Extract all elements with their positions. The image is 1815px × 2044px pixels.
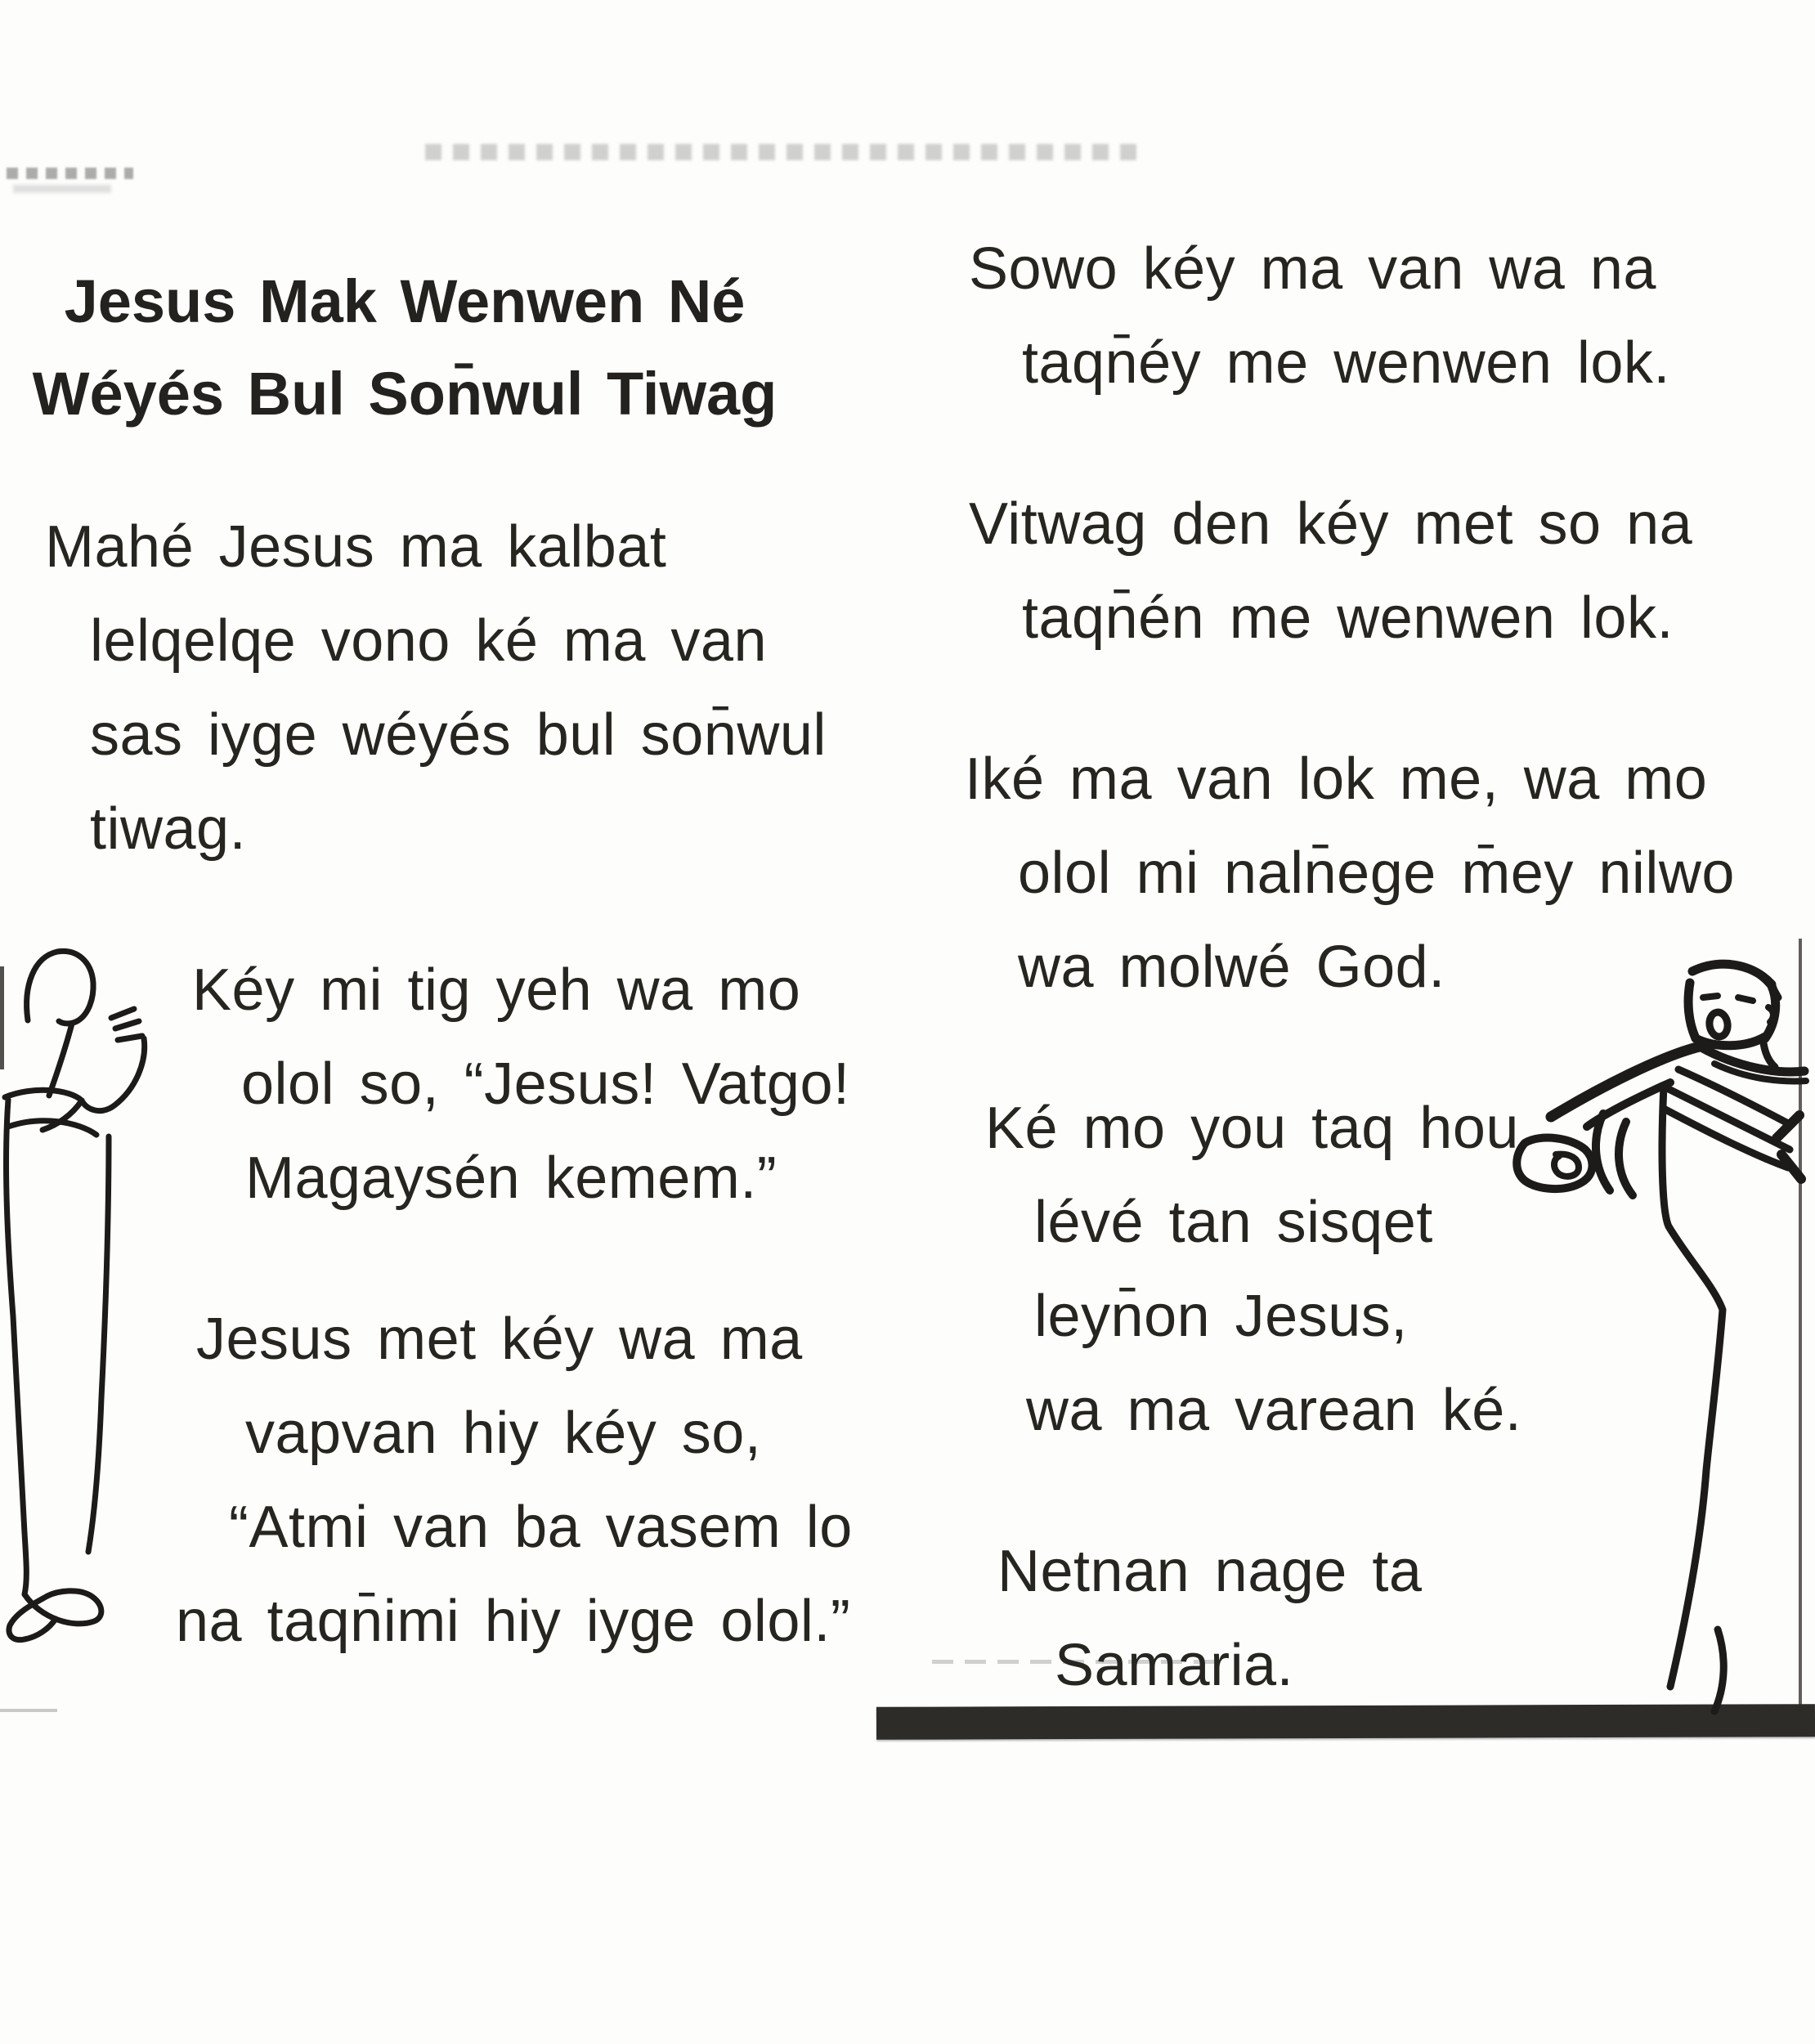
text-line: wa ma varean ké.: [1026, 1378, 1522, 1443]
text-line: taqn̄éy me wenwen lok.: [1022, 330, 1670, 396]
text-line: leyn̄on Jesus,: [1034, 1284, 1408, 1349]
text-line: lévé tan sisqet: [1034, 1190, 1433, 1255]
text-line: olol so, “Jesus! Vatgo!: [241, 1051, 850, 1117]
paragraph: [940, 477, 1815, 666]
text-line: na taqn̄imi hiy iyge olol.”: [176, 1589, 851, 1654]
text-line: “Atmi van ba vasem lo: [229, 1495, 853, 1560]
left-text-column: [29, 500, 928, 1736]
scan-smudge: [13, 185, 111, 193]
text-line: lelqelqe vono ké ma van: [90, 608, 767, 674]
text-line: Kéy mi tig yeh wa mo: [192, 957, 801, 1023]
text-line: Netnan nage ta: [997, 1539, 1423, 1604]
page-title: [25, 255, 785, 440]
text-line: Ké mo you taq hou: [985, 1096, 1519, 1161]
title-line: Jesus Mak Wenwen Né: [64, 267, 746, 335]
text-line: sas iyge wéyés bul son̄wul: [90, 702, 827, 768]
text-line: Sowo kéy ma van wa na: [969, 236, 1656, 302]
text-line: vapvan hiy kéy so,: [245, 1401, 762, 1466]
calling-figure-illustration: [1508, 947, 1813, 1715]
paragraph: [940, 222, 1815, 410]
text-line: Samaria.: [1055, 1633, 1294, 1698]
text-line: wa molwé God.: [1018, 935, 1445, 1000]
text-line: Iké ma van lok me, wa mo: [965, 746, 1708, 812]
ink-bleed-through: [425, 144, 1145, 160]
paragraph: [29, 500, 928, 876]
title-line: Wéyés Bul Son̄wul Tiwag: [32, 360, 778, 428]
text-line: Vitwag den kéy met so na: [969, 491, 1693, 557]
text-line: Jesus met kéy wa ma: [196, 1307, 803, 1372]
text-line: taqn̄én me wenwen lok.: [1022, 585, 1674, 651]
paragraph: [29, 1293, 928, 1669]
scan-smudge: [7, 168, 133, 179]
text-line: Magaysén kemem.”: [245, 1145, 778, 1211]
text-line: Mahé Jesus ma kalbat: [45, 514, 667, 580]
paragraph: [29, 944, 928, 1226]
text-line: olol mi naln̄ege m̄ey nilwo: [1018, 840, 1735, 906]
praying-figure-illustration: [0, 940, 151, 1660]
text-line: tiwag.: [90, 796, 247, 862]
